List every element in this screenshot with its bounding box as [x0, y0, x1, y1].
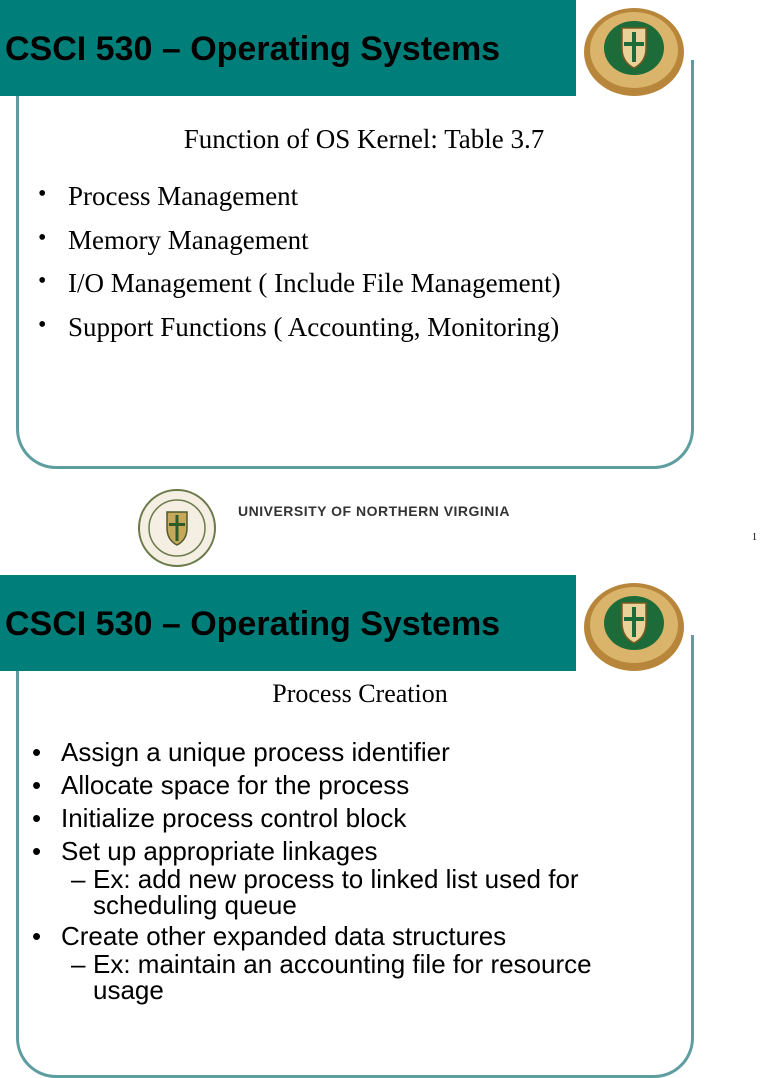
list-item — [30, 836, 653, 918]
list-item-text: Assign a unique process identifier — [61, 737, 450, 767]
list-item: • I/O Management ( Include File Management) — [38, 265, 561, 309]
footer-seal-icon — [137, 488, 217, 568]
list-item — [30, 921, 653, 1003]
list-item-text: Create other expanded data structures — [61, 921, 507, 951]
slide-subtitle: Process Creation — [272, 679, 448, 708]
sub-list-item: – Ex: maintain an accounting file for resource usage — [61, 951, 653, 1003]
sub-list-item: – Ex: add new process to linked list used for scheduling queue — [61, 866, 653, 918]
bullet-list — [38, 178, 561, 352]
footer-text: UNIVERSITY OF NORTHERN VIRGINIA — [238, 503, 510, 519]
list-item: • Process Management — [38, 178, 561, 222]
slide-subtitle: Function of OS Kernel: Table 3.7 — [183, 124, 545, 154]
page-number: 1 — [752, 532, 757, 543]
slide-title: CSCI 530 – Operating Systems — [5, 605, 501, 643]
title-bar — [0, 575, 576, 671]
list-item-text: Initialize process control block — [61, 803, 407, 833]
list-item — [30, 770, 653, 800]
list-item — [30, 803, 653, 833]
title-bar — [0, 0, 576, 96]
university-seal-icon — [578, 2, 686, 98]
list-item: • Support Functions ( Accounting, Monitoring) — [38, 309, 561, 353]
list-item: • Memory Management — [38, 222, 561, 266]
list-item-text: Allocate space for the process — [61, 770, 410, 800]
bullet-list — [30, 737, 653, 1006]
slide-title: CSCI 530 – Operating Systems — [5, 30, 501, 68]
list-item — [30, 737, 653, 767]
slide-2 — [0, 575, 768, 1024]
university-seal-icon — [578, 577, 686, 673]
list-item-text: Set up appropriate linkages — [61, 836, 378, 866]
